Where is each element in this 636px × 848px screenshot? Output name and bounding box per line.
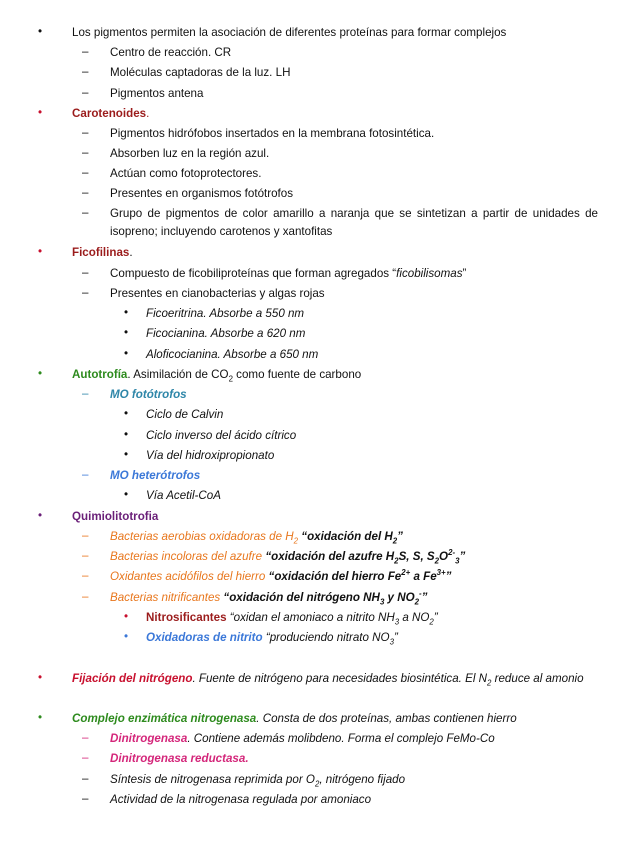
bullet-marker: • xyxy=(38,106,43,119)
quimio-item: Bacterias aerobias oxidadoras de $H_2$ “oxidación del $H_2$” xyxy=(110,530,403,546)
dash-marker: – xyxy=(82,549,89,562)
dash-marker: – xyxy=(82,86,89,99)
document-page: • Los pigmentos permiten la asociación de diferentes proteínas para formar complejos – Centro de reacción. CR – Moléculas captadoras de la luz. LH – Pigmentos antena • Carotenoides. – Pigmentos hidrófobos insertados en la membrana fotosintética. – Absorben luz en la región azul. – Actúan como fotoprotectores. – Presentes en organismos fotótrofos – Grupo de pigmentos de color amarillo a naranja que se sintetizan a partir de unidades de isopreno; incluyendo carotenos y xantofitas • Ficofilinas. – Compuesto de ficobiliproteínas que forman agregados “ficobilisomas” – Presentes en cianobacterias y algas rojas • Ficoeritrina. Absorbe a 550 nm • Ficocianina. Absorbe a 620 nm • Aloficocianina. Absorbe a 650 nm • Autotrofía. Asimilación de $CO_2$ como fuente de carbono – MO fotótrofos • Ciclo de Calvin • Ciclo inverso del ácido cítrico • Vía del hidroxipropionato – MO heterótrofos • Vía Acetil-CoA • Quimiolitotrofia – Bacterias aerobias oxidadoras de $H_2$ “oxidación del $H_2$” – Bacterias incoloras del azufre “oxidación del azufre $H_2S$, S, $S_2O^{2-}_3$” – Oxidantes acidófilos del hierro “oxidación del hierro $Fe^{2+}$ a $Fe^{3+}$” – Bacterias nitrificantes “oxidación del nitrógeno $NH_3$ y $NO_2^-$” • Nitrosificantes “oxidan el amoniaco a nitrito $NH_3$ a $NO_2$” • Oxidadoras de nitrito “produciendo nitrato $NO_3$” • Fijación del nitrógeno. Fuente de nitrógeno para necesidades biosintética. El $N_2$ reduce al amonio • Complejo enzimática nitrogenasa. Consta de dos proteínas, ambas contienen hierro – Dinitrogenasa. Contiene además molibdeno. Forma el complejo FeMo-Co – Dinitrogenasa reductasa. – Síntesis de nitrogenasa reprimida por $O_2$, nitrógeno fijado – Actividad de la nitrogenasa regulada por amoniaco xyxy=(0,0,636,848)
dash-marker: – xyxy=(82,792,89,805)
dash-marker: – xyxy=(82,186,89,199)
dash-marker: – xyxy=(82,266,89,279)
dash-marker: – xyxy=(82,751,89,764)
carotenoides-item: Grupo de pigmentos de color amarillo a naranja que se sintetizan a partir de unidades de isopreno; incluyendo carotenos y xantofitas xyxy=(110,207,598,238)
bullet-marker: • xyxy=(124,488,129,501)
carotenoides-item: Pigmentos hidrófobos insertados en la membrana fotosintética. xyxy=(110,127,435,140)
bullet-marker: • xyxy=(124,326,129,339)
complejo-item: Dinitrogenasa reductasa. xyxy=(110,752,249,765)
mo-fototrofos: MO fotótrofos xyxy=(110,388,187,401)
pigmentos-item: Centro de reacción. CR xyxy=(110,46,232,59)
bullet-marker: • xyxy=(38,245,43,258)
mo-heterotrofos: MO heterótrofos xyxy=(110,469,201,482)
carotenoides-item: Actúan como fotoprotectores. xyxy=(110,167,262,180)
complejo-item: Dinitrogenasa. Contiene además molibdeno. Forma el complejo FeMo-Co xyxy=(110,732,495,745)
bullet-marker: • xyxy=(124,428,129,441)
autotrofia-title: Autotrofía xyxy=(72,368,128,381)
dash-marker: – xyxy=(82,731,89,744)
pigmentos-item: Pigmentos antena xyxy=(110,87,204,100)
dash-marker: – xyxy=(82,126,89,139)
dash-marker: – xyxy=(82,590,89,603)
fijacion-paragraph: Fijación del nitrógeno. Fuente de nitrógeno para necesidades biosintética. El $N_2$ reduce al amonio xyxy=(72,672,584,688)
ficofilinas-subitem: Ficoeritrina. Absorbe a 550 nm xyxy=(146,307,305,320)
ficofilinas-subitem: Ficocianina. Absorbe a 620 nm xyxy=(146,327,306,340)
quimio-item: Bacterias incoloras del azufre “oxidación del azufre $H_2S$, S, $S_2O^{2-}_3$” xyxy=(110,548,466,566)
dash-marker: – xyxy=(82,206,89,219)
complejo-item: Actividad de la nitrogenasa regulada por amoniaco xyxy=(110,793,372,806)
pigmentos-item: Moléculas captadoras de la luz. LH xyxy=(110,66,291,79)
carotenoides-item: Absorben luz en la región azul. xyxy=(110,147,270,160)
bullet-marker: • xyxy=(124,448,129,461)
ficofilinas-item: Compuesto de ficobiliproteínas que forman agregados “ficobilisomas” xyxy=(110,267,467,280)
ficofilinas-title: Ficofilinas xyxy=(72,246,130,259)
pigmentos-text: Los pigmentos permiten la asociación de diferentes proteínas para formar complejos xyxy=(72,26,507,39)
ficofilinas-item: Presentes en cianobacterias y algas rojas xyxy=(110,287,325,300)
bullet-marker: • xyxy=(38,671,43,684)
bullet-marker: • xyxy=(124,630,129,643)
dash-marker: – xyxy=(82,387,89,400)
quimio-item: Oxidantes acidófilos del hierro “oxidación del hierro $Fe^{2+}$ a $Fe^{3+}$” xyxy=(110,568,452,583)
bullet-marker: • xyxy=(38,509,43,522)
bullet-marker: • xyxy=(38,711,43,724)
bullet-marker: • xyxy=(38,367,43,380)
carotenoides-item: Presentes en organismos fotótrofos xyxy=(110,187,294,200)
dash-marker: – xyxy=(82,146,89,159)
bullet-marker: • xyxy=(124,610,129,623)
dash-marker: – xyxy=(82,286,89,299)
bullet-marker: • xyxy=(124,407,129,420)
bullet-marker: • xyxy=(124,347,129,360)
dash-marker: – xyxy=(82,65,89,78)
complejo-title: Complejo enzimática nitrogenasa xyxy=(72,712,257,725)
bullet-marker: • xyxy=(38,25,43,38)
dash-marker: – xyxy=(82,45,89,58)
carotenoides-title: Carotenoides xyxy=(72,107,147,120)
quimio-item: Bacterias nitrificantes “oxidación del nitrógeno $NH_3$ y $NO_2^-$” xyxy=(110,589,428,607)
bullet-marker: • xyxy=(124,306,129,319)
dash-marker: – xyxy=(82,569,89,582)
quimio-subitem: Oxidadoras de nitrito “produciendo nitrato $NO_3$” xyxy=(146,631,398,647)
quimio-title: Quimiolitotrofia xyxy=(72,510,159,523)
autotrofia-subitem: Ciclo de Calvin xyxy=(146,408,224,421)
autotrofia-subitem: Ciclo inverso del ácido cítrico xyxy=(146,429,297,442)
ficofilinas-subitem: Aloficocianina. Absorbe a 650 nm xyxy=(146,348,319,361)
autotrofia-subitem: Vía Acetil-CoA xyxy=(146,489,221,502)
dash-marker: – xyxy=(82,772,89,785)
dash-marker: – xyxy=(82,468,89,481)
autotrofia-subitem: Vía del hidroxipropionato xyxy=(146,449,275,462)
dash-marker: – xyxy=(82,166,89,179)
dash-marker: – xyxy=(82,529,89,542)
quimio-subitem: Nitrosificantes “oxidan el amoniaco a nitrito $NH_3$ a $NO_2$” xyxy=(146,611,438,627)
complejo-item: Síntesis de nitrogenasa reprimida por $O_2$, nitrógeno fijado xyxy=(110,773,406,789)
